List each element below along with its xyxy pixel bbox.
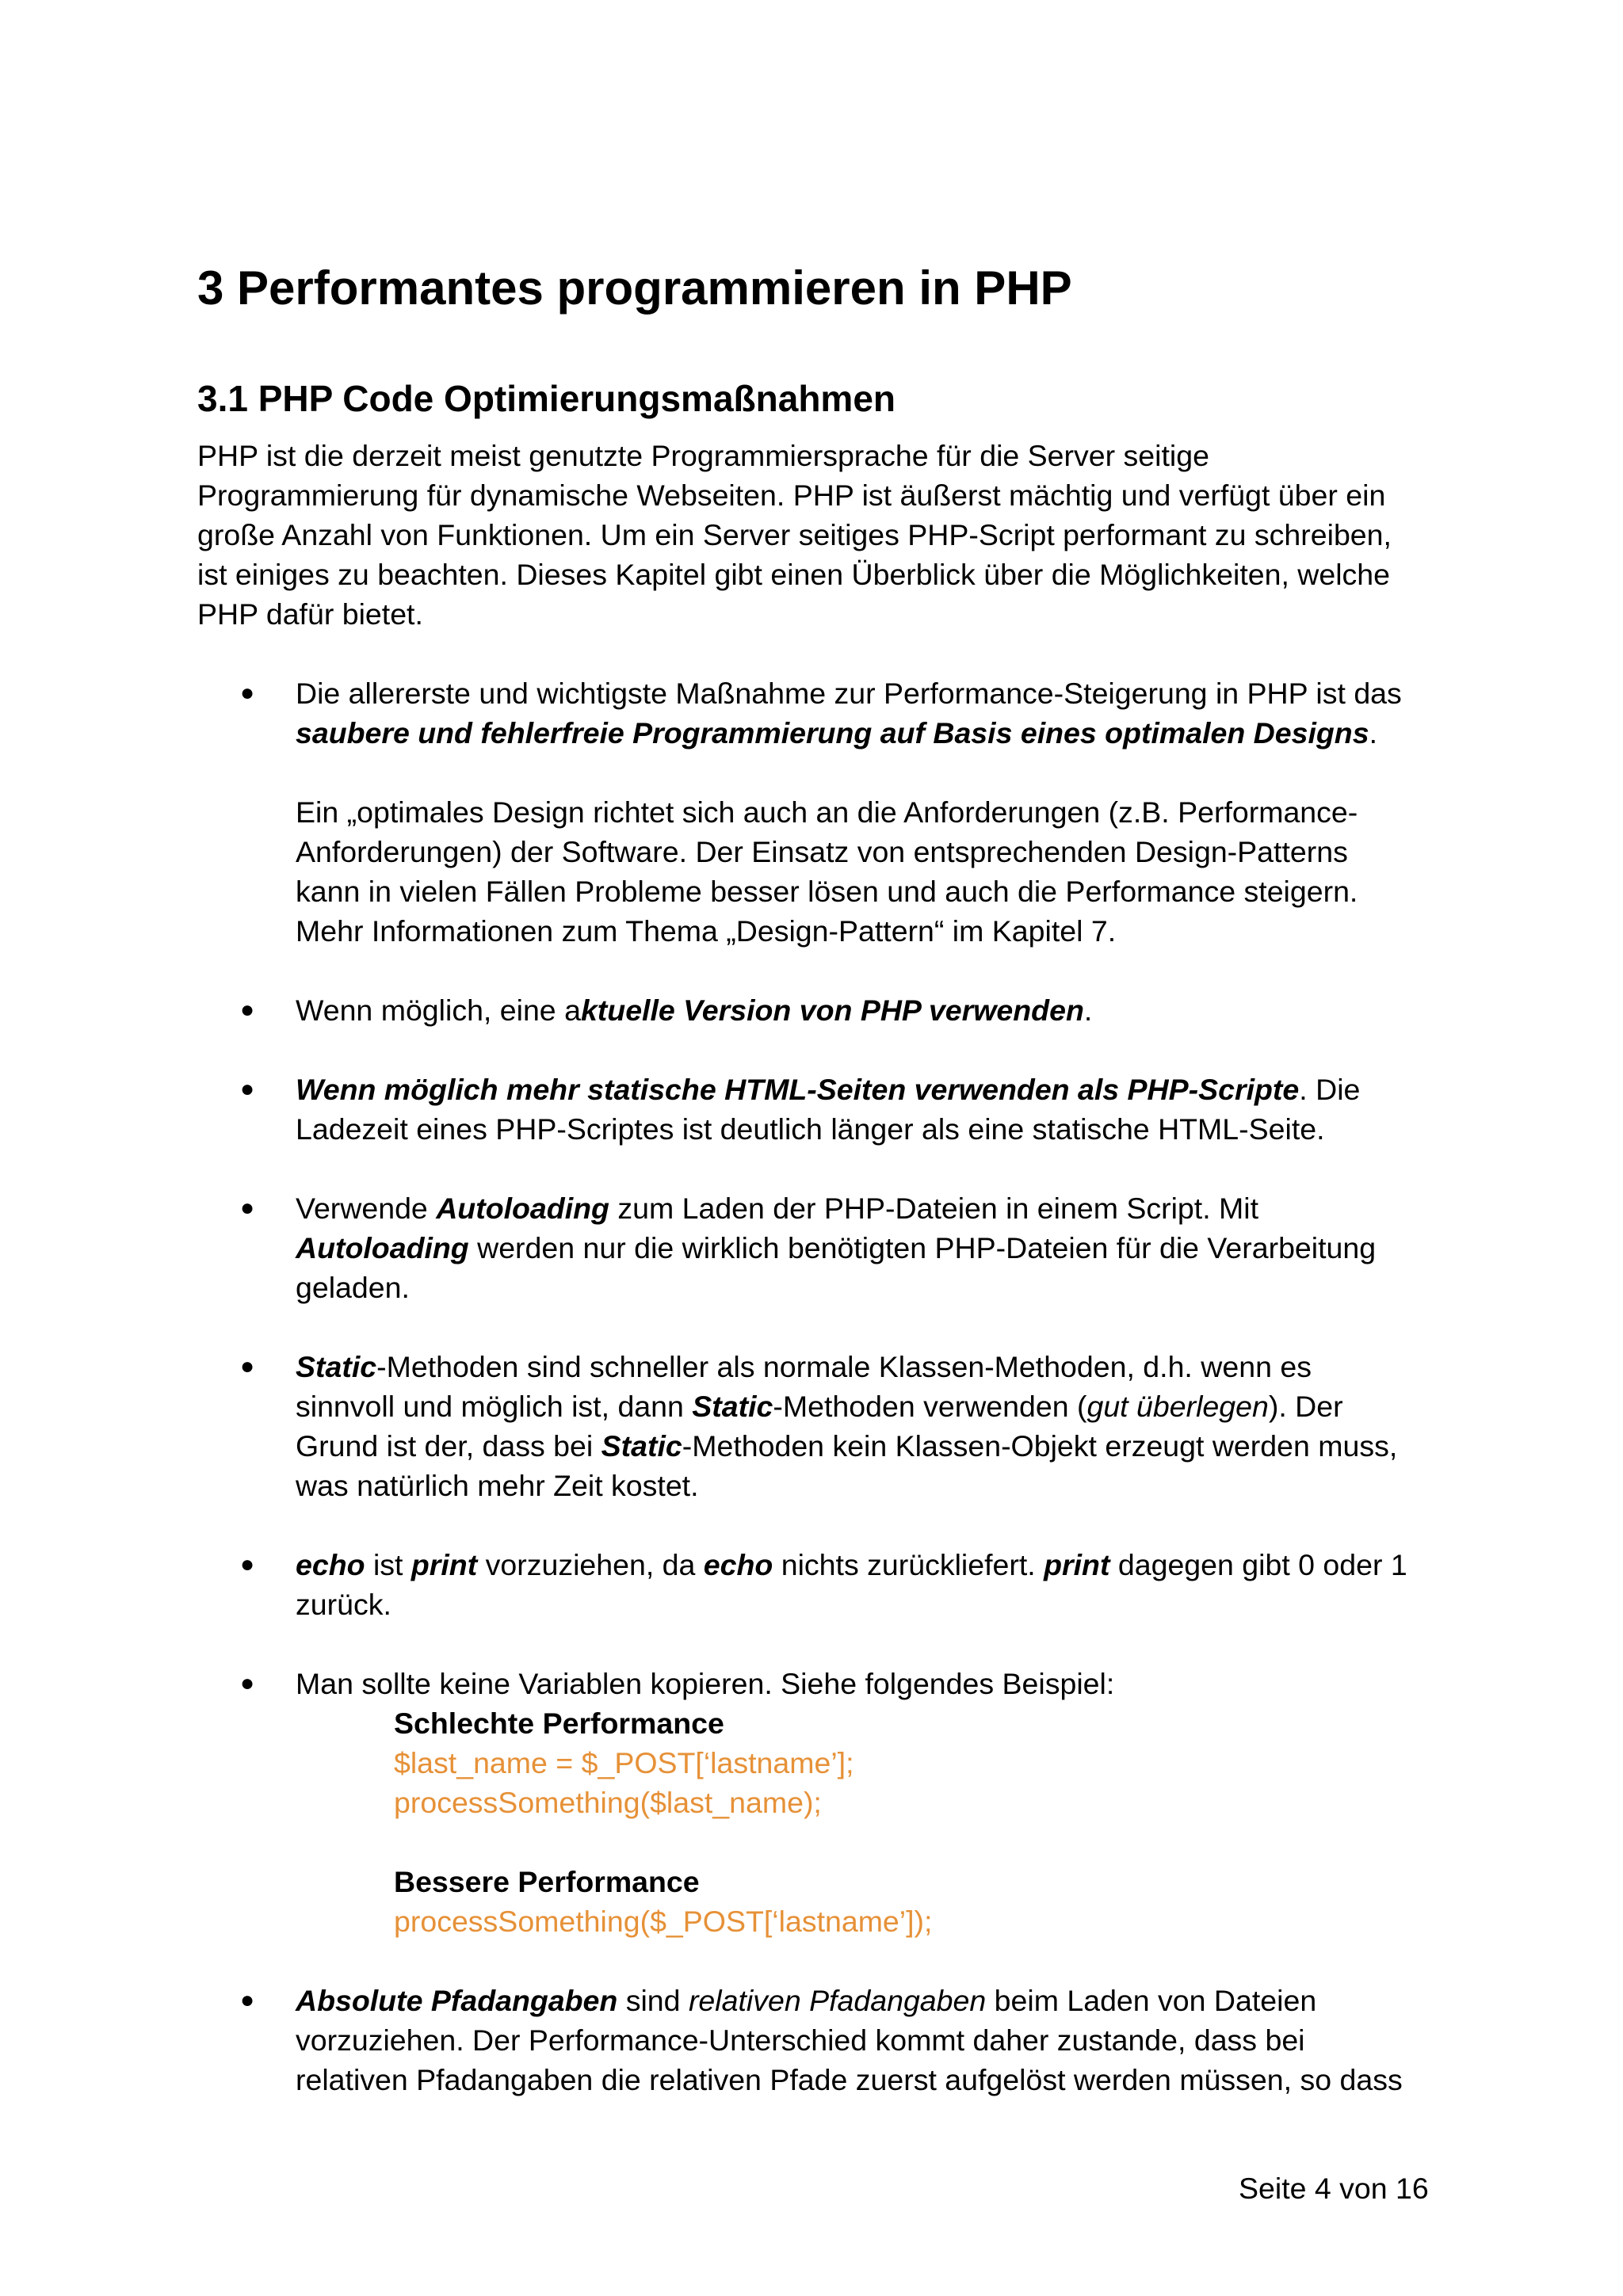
list-item-echo-print xyxy=(296,1545,1532,1624)
item-text: sinnvoll und möglich ist, dann Static-Methoden verwenden (gut überlegen). Der xyxy=(296,1390,1343,1423)
emphasis: echo xyxy=(296,1548,365,1581)
section-heading: 3.1 PHP Code Optimierungsmaßnahmen xyxy=(197,378,896,419)
item-text: kann in vielen Fällen Probleme besser lösen und auch die Performance steigern. xyxy=(296,875,1358,908)
intro-line: PHP dafür bietet. xyxy=(197,597,423,631)
list-item-copy-variables xyxy=(296,1664,1532,1941)
code-line: processSomething($last_name); xyxy=(394,1786,822,1819)
italic-note: gut überlegen xyxy=(1086,1390,1269,1423)
list-item-static-methods xyxy=(296,1347,1532,1505)
intro-paragraph xyxy=(197,436,1497,634)
emphasis: Autoloading xyxy=(436,1192,609,1225)
emphasis: Static xyxy=(296,1350,377,1383)
item-text: Die allererste und wichtigste Maßnahme zur Performance-Steigerung in PHP ist das xyxy=(296,677,1402,710)
emphasis: Wenn möglich mehr statische HTML-Seiten verwenden als PHP-Scripte xyxy=(296,1073,1300,1106)
item-text: echo ist print vorzuziehen, da echo nichts zurückliefert. print dagegen gibt 0 oder 1 xyxy=(296,1548,1407,1581)
bullet-icon: ● xyxy=(240,1076,255,1102)
bad-example-title: Schlechte Performance xyxy=(394,1707,724,1740)
intro-line: ist einiges zu beachten. Dieses Kapitel gibt einen Überblick über die Möglichkeiten, welche xyxy=(197,558,1391,591)
item-text: Ein „optimales Design richtet sich auch an die Anforderungen (z.B. Performance- xyxy=(296,795,1358,829)
emphasis: Autoloading xyxy=(296,1231,469,1264)
bullet-icon: ● xyxy=(240,1353,255,1379)
emphasis: saubere und fehlerfreie Programmierung auf Basis eines optimalen Designs xyxy=(296,716,1369,749)
item-text: Mehr Informationen zum Thema „Design-Pattern“ im Kapitel 7. xyxy=(296,914,1117,948)
item-text: vorzuziehen. Der Performance-Unterschied kommt daher zustande, dass bei xyxy=(296,2023,1305,2057)
list-item-absolute-paths xyxy=(296,1981,1532,2100)
emphasis: Static xyxy=(692,1390,773,1423)
item-text: Wenn möglich mehr statische HTML-Seiten verwenden als PHP-Scripte. Die xyxy=(296,1073,1361,1106)
item-text: zurück. xyxy=(296,1588,391,1621)
item-text: relativen Pfadangaben die relativen Pfade zuerst aufgelöst werden müssen, so dass xyxy=(296,2063,1403,2096)
bullet-icon: ● xyxy=(240,997,255,1023)
list-item-php-version xyxy=(296,990,1532,1030)
emphasis: echo xyxy=(703,1548,773,1581)
emphasis: print xyxy=(1044,1548,1110,1581)
item-text: Verwende Autoloading zum Laden der PHP-Dateien in einem Script. Mit xyxy=(296,1192,1259,1225)
chapter-heading: 3 Performantes programmieren in PHP xyxy=(197,261,1072,315)
item-text: saubere und fehlerfreie Programmierung auf Basis eines optimalen Designs. xyxy=(296,716,1377,749)
list-item-autoloading xyxy=(296,1188,1532,1307)
emphasis: Static xyxy=(601,1429,682,1463)
item-text: Man sollte keine Variablen kopieren. Siehe folgendes Beispiel: xyxy=(296,1667,1115,1700)
italic-note: relativen Pfadangaben xyxy=(688,1984,987,2017)
item-text: was natürlich mehr Zeit kostet. xyxy=(296,1469,699,1502)
page-number: Seite 4 von 16 xyxy=(1239,2172,1429,2205)
list-item-design xyxy=(296,673,1532,951)
item-text: Static-Methoden sind schneller als normale Klassen-Methoden, d.h. wenn es xyxy=(296,1350,1312,1383)
bullet-icon: ● xyxy=(240,1987,255,2013)
intro-line: Programmierung für dynamische Webseiten. PHP ist äußerst mächtig und verfügt über ein xyxy=(197,479,1386,512)
item-text: Ladezeit eines PHP-Scriptes ist deutlich länger als eine statische HTML-Seite. xyxy=(296,1112,1325,1146)
bullet-icon: ● xyxy=(240,680,255,706)
bullet-icon: ● xyxy=(240,1670,255,1696)
item-text: Grund ist der, dass bei Static-Methoden kein Klassen-Objekt erzeugt werden muss, xyxy=(296,1429,1398,1463)
emphasis: print xyxy=(411,1548,478,1581)
bullet-icon: ● xyxy=(240,1551,255,1577)
emphasis: ktuelle Version von PHP verwenden xyxy=(580,994,1084,1027)
item-text: geladen. xyxy=(296,1271,410,1304)
item-text: Anforderungen) der Software. Der Einsatz von entsprechenden Design-Patterns xyxy=(296,835,1348,868)
item-text: Absolute Pfadangaben sind relativen Pfadangaben beim Laden von Dateien xyxy=(296,1984,1317,2017)
code-line: processSomething($_POST[‘lastname’]); xyxy=(394,1905,933,1938)
intro-line: PHP ist die derzeit meist genutzte Programmiersprache für die Server seitige xyxy=(197,439,1209,472)
code-example xyxy=(394,1703,1532,1941)
intro-line: große Anzahl von Funktionen. Um ein Server seitiges PHP-Script performant zu schreiben, xyxy=(197,518,1392,551)
emphasis: Absolute Pfadangaben xyxy=(296,1984,618,2017)
item-text: Wenn möglich, eine aktuelle Version von PHP verwenden. xyxy=(296,994,1093,1027)
list-item-static-html xyxy=(296,1070,1532,1149)
bullet-icon: ● xyxy=(240,1195,255,1221)
item-text: Autoloading werden nur die wirklich benötigten PHP-Dateien für die Verarbeitung xyxy=(296,1231,1377,1264)
code-line: $last_name = $_POST[‘lastname’]; xyxy=(394,1746,854,1779)
good-example-title: Bessere Performance xyxy=(394,1865,700,1898)
